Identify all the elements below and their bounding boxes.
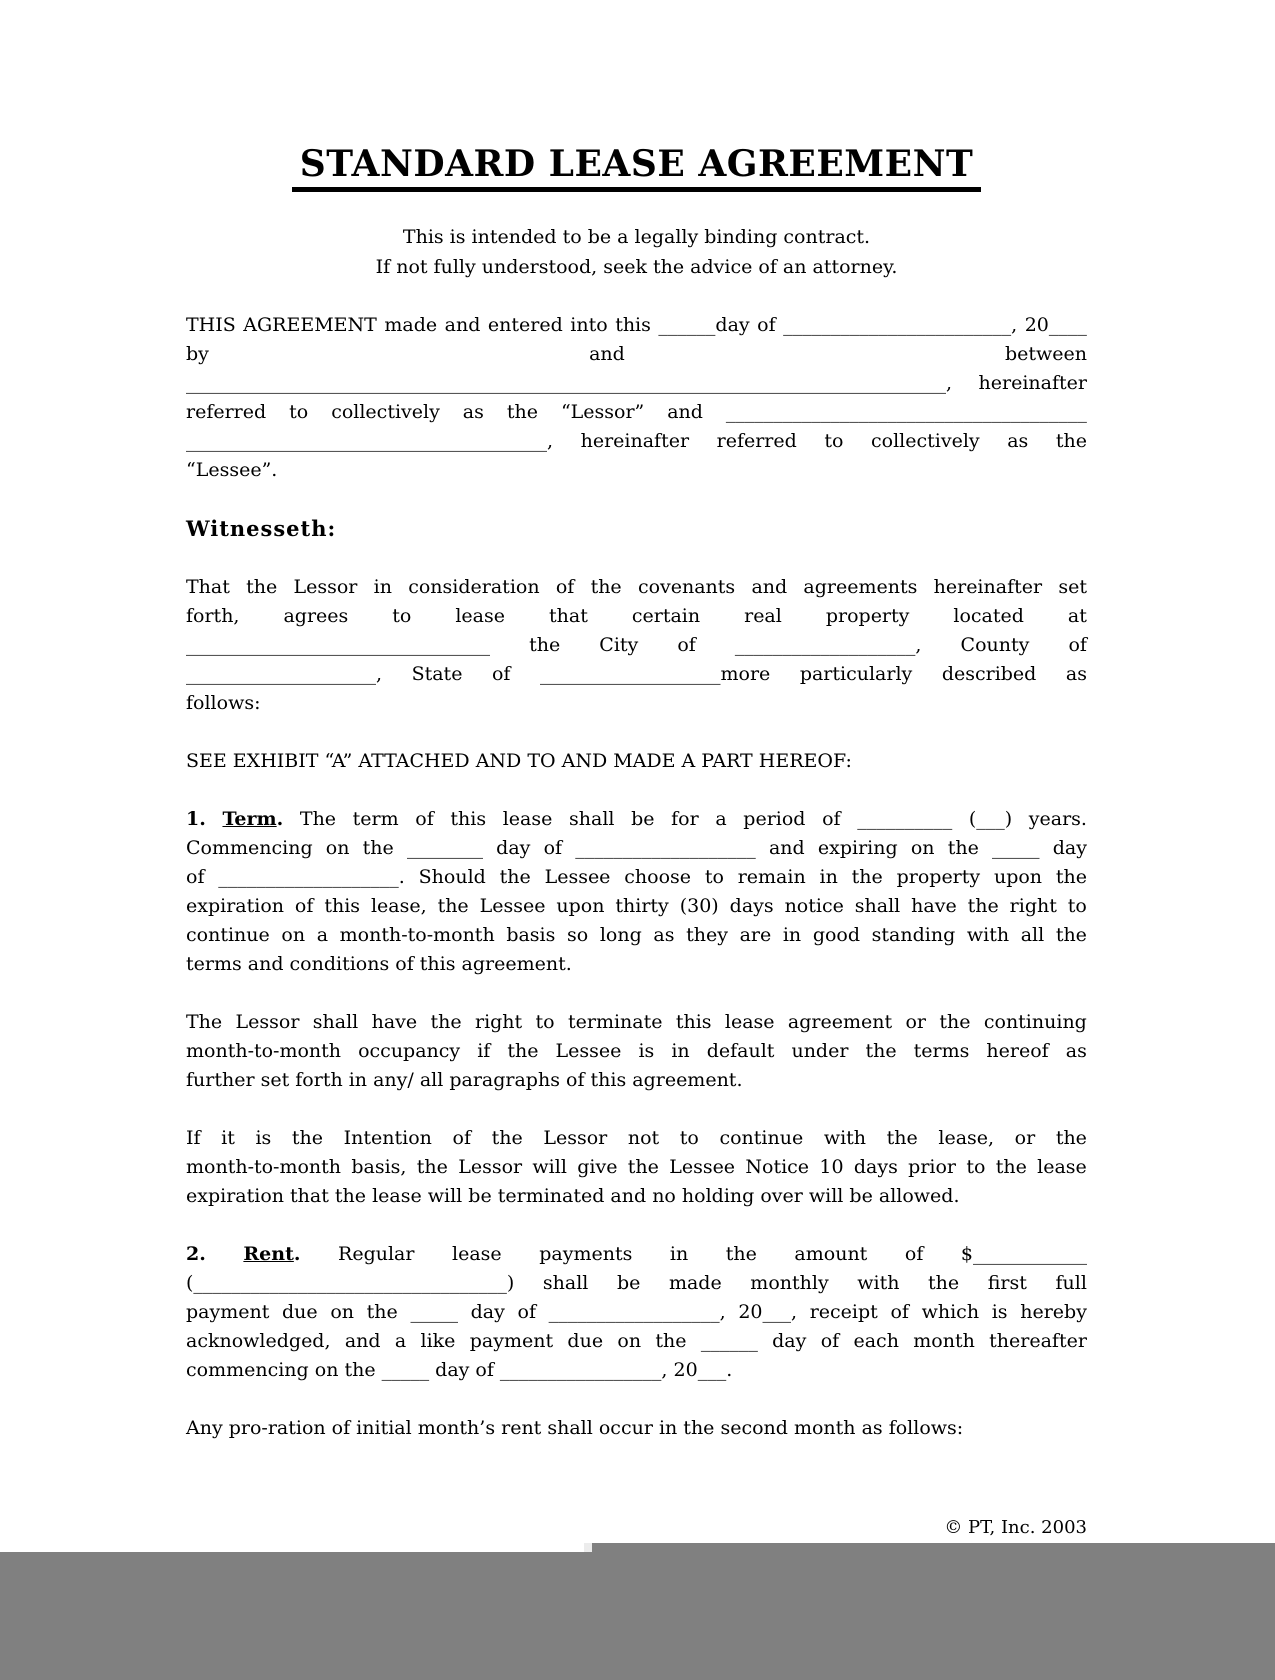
document-content <box>186 0 1087 1443</box>
copyright-notice: © PT, Inc. 2003 <box>944 1517 1087 1538</box>
viewer-gray-footer-bar <box>0 1552 1275 1680</box>
rent-section-title: Rent. <box>243 1243 301 1265</box>
term-section <box>186 805 1087 979</box>
intro-line-1: THIS AGREEMENT made and entered into this ______day of ________________________, 20____ <box>186 314 1087 336</box>
rent-section-number: 2. <box>186 1243 206 1265</box>
subtitle-line-2: If not fully understood, seek the advice of an attorney. <box>375 256 898 278</box>
terminate-line-2: month-to-month occupancy if the Lessee is in default under the terms hereof as <box>186 1040 1087 1062</box>
document-title-wrap <box>186 144 1087 192</box>
property-line-1: That the Lessor in consideration of the covenants and agreements hereinafter set <box>186 576 1087 598</box>
terminate-paragraph <box>186 1008 1087 1095</box>
term-heading-line: 1. Term. The term of this lease shall be for a period of __________ (___) years. <box>186 805 1087 834</box>
document-title: STANDARD LEASE AGREEMENT <box>292 144 982 192</box>
page-corner-light-nub <box>584 1543 592 1552</box>
exhibit-line: SEE EXHIBIT “A” ATTACHED AND TO AND MADE A PART HEREOF: <box>186 750 852 772</box>
term-line-2: Commencing on the ________ day of ___________________ and expiring on the _____ day <box>186 837 1087 859</box>
intention-paragraph <box>186 1124 1087 1211</box>
rent-heading-line: 2. Rent. Regular lease payments in the amount of $____________ <box>186 1240 1087 1269</box>
term-line-4: expiration of this lease, the Lessee upon thirty (30) days notice shall have the right to <box>186 895 1087 917</box>
intro-line-6: “Lessee”. <box>186 459 278 481</box>
intro-line-3: ________________________________________________________________________________, hereinafter <box>186 372 1087 394</box>
intention-line-1: If it is the Intention of the Lessor not to continue with the lease, or the <box>186 1127 1087 1149</box>
terminate-line-3: further set forth in any/ all paragraphs of this agreement. <box>186 1069 743 1091</box>
term-section-title: Term. <box>222 808 284 830</box>
property-line-2: forth, agrees to lease that certain real property located at <box>186 605 1087 627</box>
term-line-3: of ___________________. Should the Lessee choose to remain in the property upon the <box>186 866 1087 888</box>
rent-line-4: acknowledged, and a like payment due on the ______ day of each month thereafter <box>186 1330 1087 1352</box>
intro-line-5: ______________________________________, hereinafter referred to collectively as the <box>186 430 1087 452</box>
witnesseth-heading: Witnesseth: <box>186 516 337 541</box>
rent-section <box>186 1240 1087 1385</box>
intro-paragraph <box>186 311 1087 485</box>
proration-line: Any pro-ration of initial month’s rent shall occur in the second month as follows: <box>186 1417 964 1439</box>
rent-line-3: payment due on the _____ day of __________________, 20___, receipt of which is hereby <box>186 1301 1087 1323</box>
intention-line-3: expiration that the lease will be terminated and no holding over will be allowed. <box>186 1185 960 1207</box>
term-line-6: terms and conditions of this agreement. <box>186 953 572 975</box>
intro-line-2: by and between <box>186 343 1087 365</box>
intro-line-4: referred to collectively as the “Lessor” and ______________________________________ <box>186 401 1087 423</box>
property-line-4: ____________________, State of ___________________more particularly described as <box>186 663 1087 685</box>
terminate-line-1: The Lessor shall have the right to terminate this lease agreement or the continuing <box>186 1011 1087 1033</box>
property-line-3: ________________________________ the City of ___________________, County of <box>186 634 1087 656</box>
rent-line-5: commencing on the _____ day of _________________, 20___. <box>186 1359 733 1381</box>
subtitle-line-1: This is intended to be a legally binding contract. <box>402 226 871 248</box>
intention-line-2: month-to-month basis, the Lessor will give the Lessee Notice 10 days prior to the lease <box>186 1156 1087 1178</box>
property-line-5: follows: <box>186 692 261 714</box>
term-line-5: continue on a month-to-month basis so long as they are in good standing with all the <box>186 924 1087 946</box>
property-paragraph <box>186 573 1087 718</box>
term-section-number: 1. <box>186 808 206 830</box>
rent-line-2: (_________________________________) shall be made monthly with the first full <box>186 1272 1087 1294</box>
